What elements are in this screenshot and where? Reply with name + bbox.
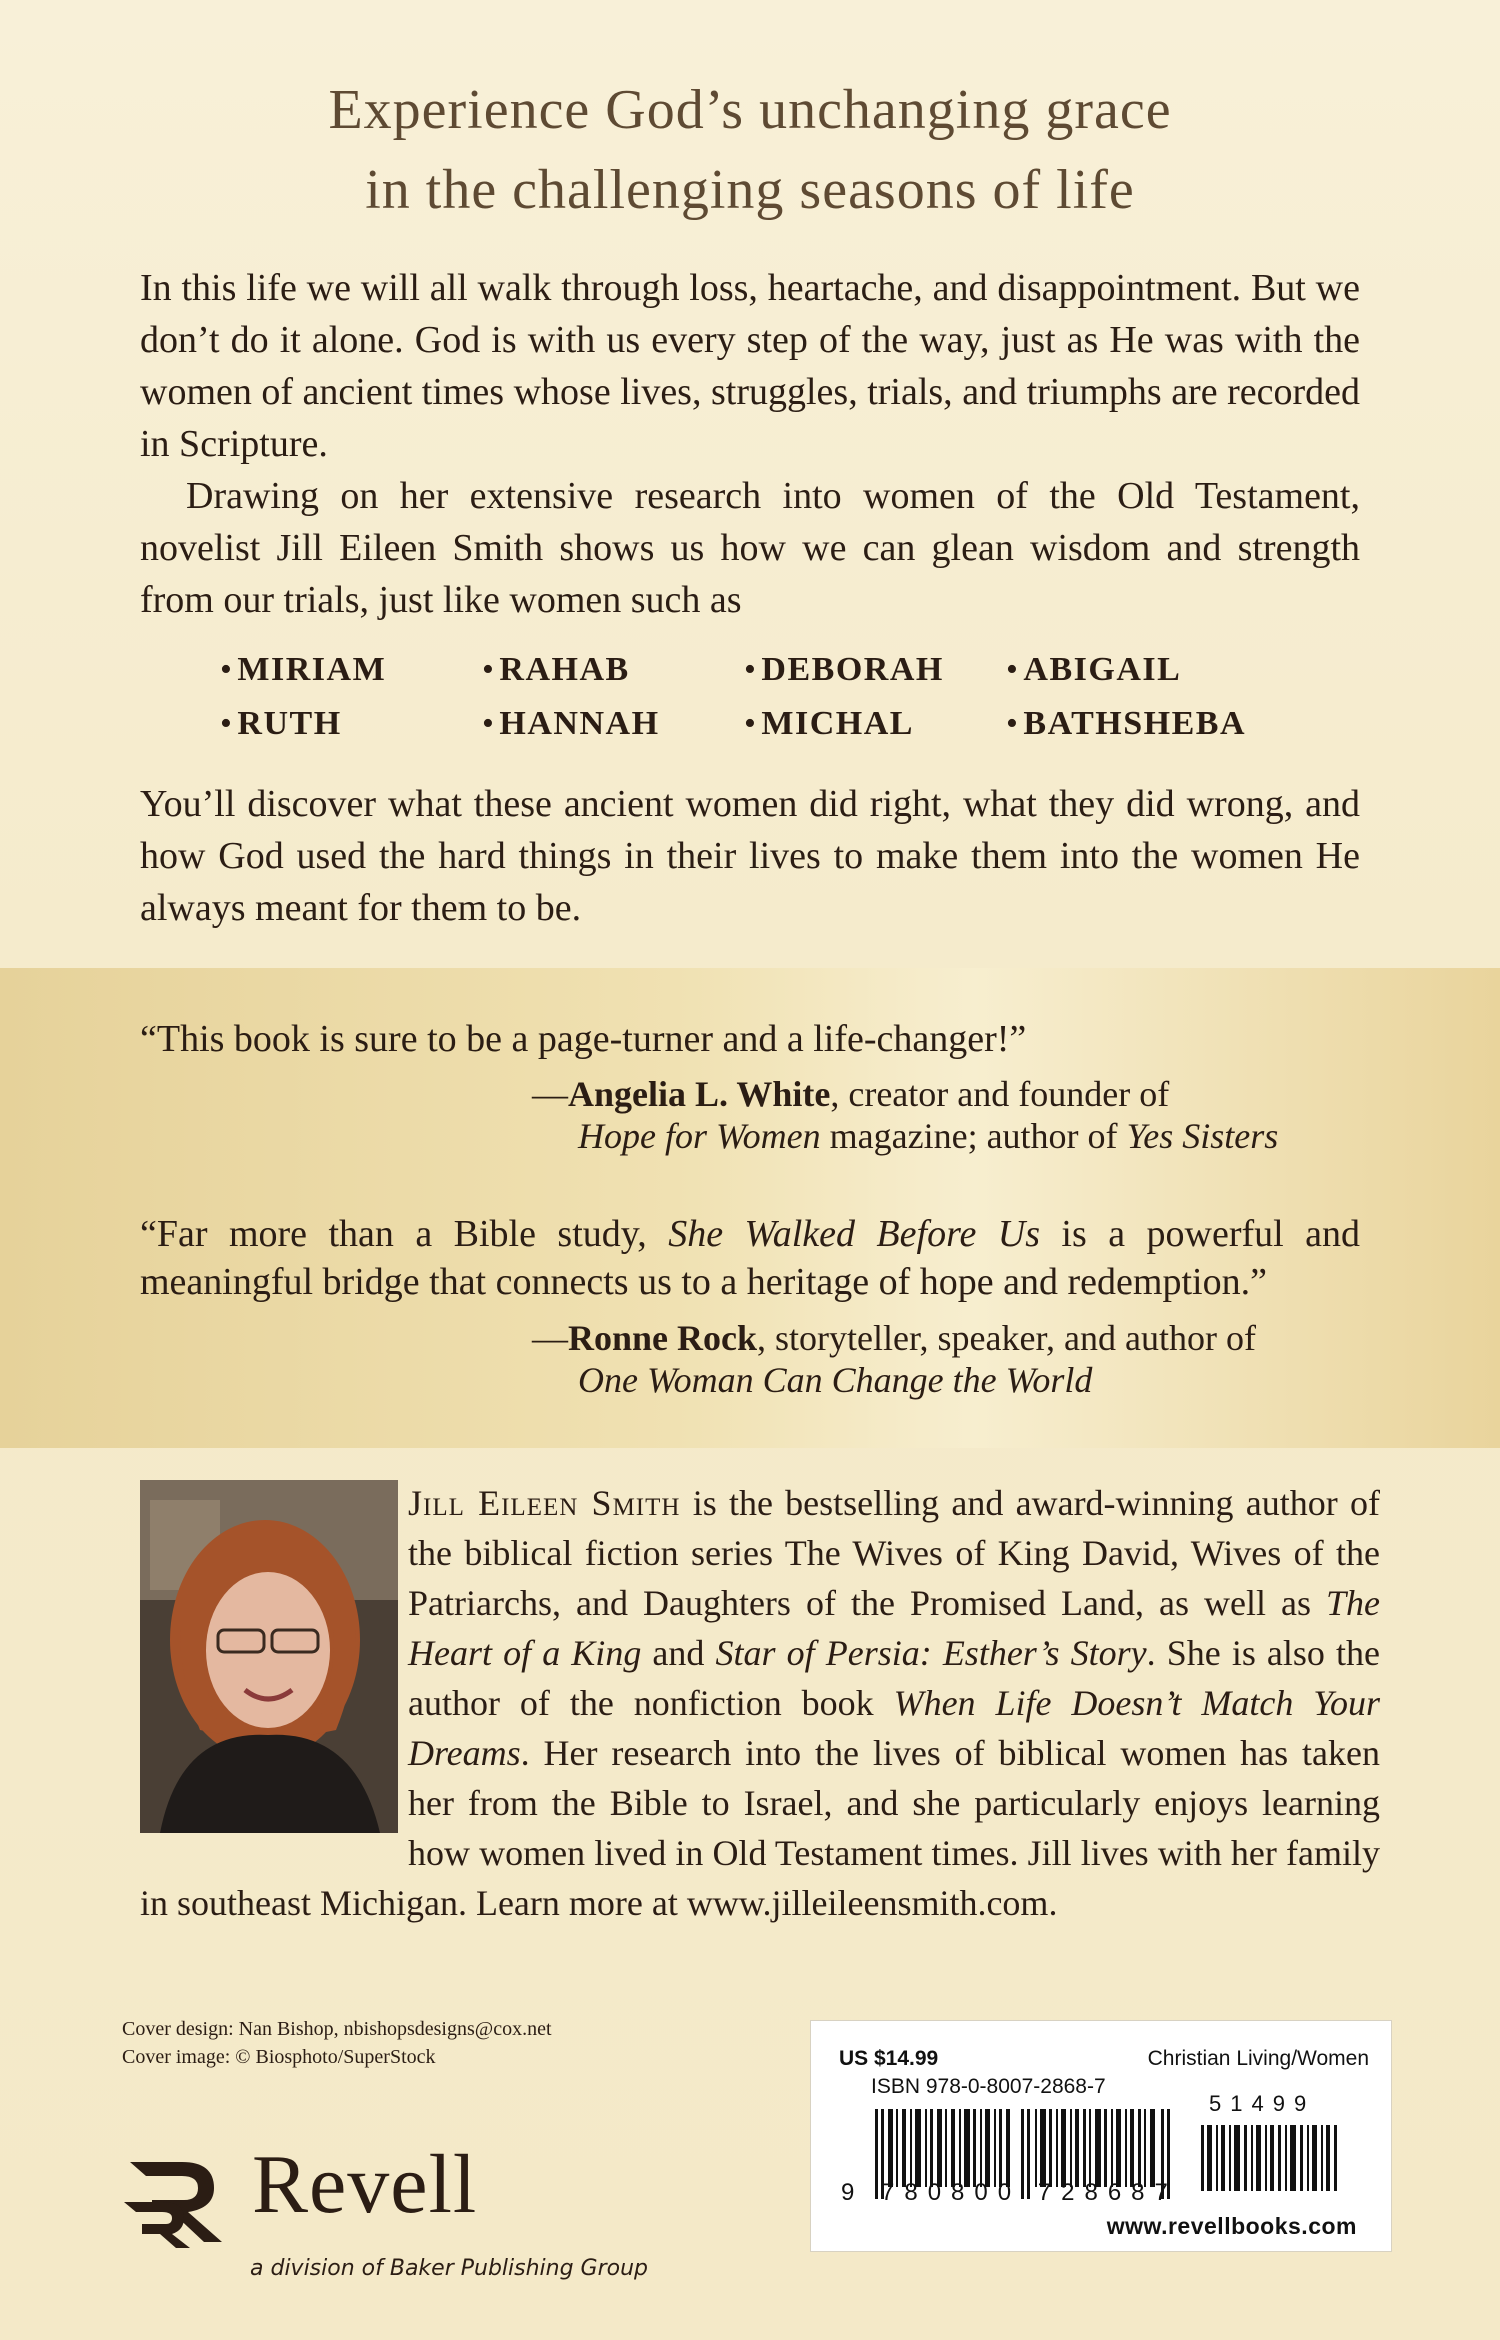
endorsement-attribution-2-line-2: One Woman Can Change the World [578,1360,1093,1400]
publisher-tagline: a division of Baker Publishing Group [250,2256,649,2281]
cover-image-credit: Cover image: © Biosphoto/SuperStock [122,2046,436,2068]
bullet: • [744,651,758,688]
revell-r-logo-icon [122,2150,242,2250]
endorsement-quote-2: “Far more than a Bible study, She Walked Before Us is a powerful and meaningful bridge that connects us to a heritage of hope and redemption.” [140,1213,1360,1303]
endorser-name: Angelia L. White [568,1074,831,1114]
cover-design-credit: Cover design: Nan Bishop, nbishopsdesigns@cox.net [122,2018,552,2040]
list-item: • MIRIAM [220,651,387,688]
headline-line-1: Experience God’s unchanging grace [328,79,1172,141]
barcode-label [810,2020,1392,2252]
author-bio: Jill Eileen Smith is the bestselling and award-winning author of the biblical fiction series The Wives of King David, Wives of the Patriarchs, and Daughters of the Promised Land, as well as The Heart of a King and Star of Persia: Esther’s Story. She is also the author of the nonfiction book When Life Doesn’t Match Your Dreams. Her research into the lives of biblical women has taken her from the Bible to Israel, and she particularly enjoys learning how women lived in Old Testament times. Jill lives with her family in southeast Michigan. Learn more at www.jilleileensmith.com. [140,1483,1381,1923]
publisher-logo [122,2138,649,2281]
price-code-digits: 51499 [1209,2091,1316,2116]
bullet: • [482,705,496,742]
publisher-website: www.revellbooks.com [1106,2213,1357,2239]
price-code-barcode [1201,2125,1351,2191]
intro-paragraph-2: Drawing on her extensive research into women of the Old Testament, novelist Jill Eileen Smith shows us how we can glean wisdom and strength from our trials, just like women such as [140,475,1360,621]
bullet: • [744,705,758,742]
isbn: ISBN 978-0-8007-2868-7 [871,2075,1106,2098]
bullet: • [220,705,234,742]
bullet: • [220,651,234,688]
category: Christian Living/Women [1147,2047,1369,2070]
endorser-name: Ronne Rock [568,1318,758,1358]
endorsement-attribution-1-line-2: Hope for Women magazine; author of Yes Sisters [578,1116,1279,1156]
closing-paragraph: You’ll discover what these ancient women did right, what they did wrong, and how God used the hard things in their lives to make them into the women He always meant for them to be. [140,783,1360,929]
list-item: • RAHAB [482,651,630,688]
endorsement-attribution-1: —Angelia L. White, creator and founder of [532,1074,1170,1114]
intro-paragraph-1: In this life we will all walk through loss, heartache, and disappointment. But we don’t do it alone. God is with us every step of the way, just as He was with the women of ancient times whose lives, struggles, trials, and triumphs are recorded in Scripture. [140,267,1360,465]
publisher-name: Revell [252,2138,478,2231]
headline [0,70,1500,230]
bullet: • [1006,705,1020,742]
list-item: • HANNAH [482,705,660,742]
list-item: • MICHAL [744,705,914,742]
endorsement-attribution-2: —Ronne Rock, storyteller, speaker, and author of [532,1318,1256,1358]
bullet: • [482,651,496,688]
list-item: • RUTH [220,705,342,742]
cover-credits [122,2015,552,2071]
headline-line-2: in the challenging seasons of life [365,159,1135,221]
list-item: • DEBORAH [744,651,944,688]
women-names-list [220,645,1268,749]
list-item: • BATHSHEBA [1006,705,1247,742]
endorsement-quote-1: “This book is sure to be a page-turner and a life-changer!” [140,1018,1027,1060]
price: US $14.99 [839,2047,939,2070]
list-item: • ABIGAIL [1006,651,1182,688]
bullet: • [1006,651,1020,688]
ean-digits: 9 780800 728687 [841,2179,1178,2206]
author-name: Jill Eileen Smith [408,1483,681,1523]
